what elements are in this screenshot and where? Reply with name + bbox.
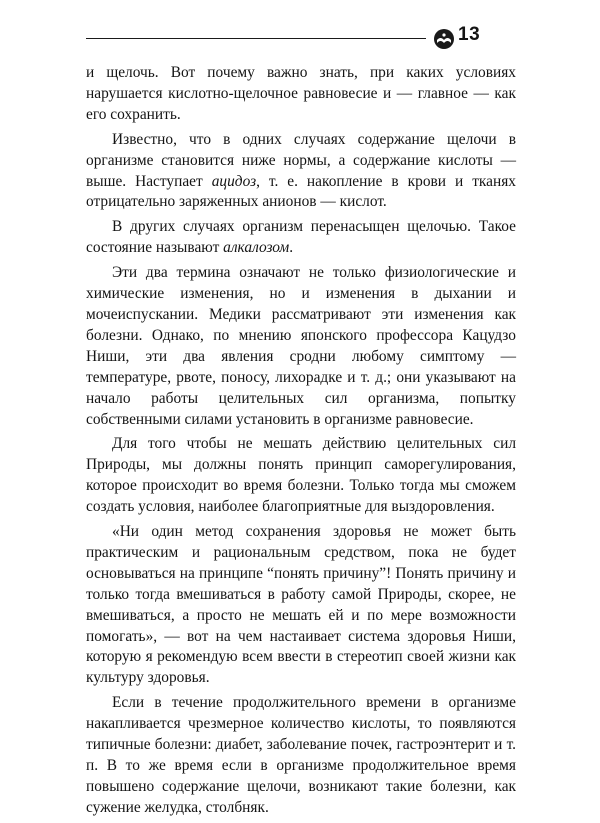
italic-term: алкалозом — [223, 239, 290, 257]
paragraph — [86, 434, 516, 518]
paragraph-text: «Ни один метод сохранения здоровья не может быть практическим и рациональным средством, пока не будет основываться на принципе “понять причину”! Понять причину и только тогда вмешиваться в работу самой Природы, скорее, не вмешиваться, а просто не мешать ей и по мере возможности помогать», — вот на чем настаивает система здоровья Ниши, которую я рекомендую всем ввести в стереотип своей жизни как культуру здоровья. — [86, 523, 516, 687]
paragraph — [86, 693, 516, 818]
italic-term: ацидоз — [211, 172, 257, 190]
paragraph-text: и щелочь. Вот почему важно знать, при каких условиях нарушается кислотно-щелочное равновесие и — главное — как его сохранить. — [86, 64, 516, 123]
paragraph-text: Эти два термина означают не только физиологические и химические изменения, но и изменения в дыхании и мочеиспускании. Медики рассматривают эти изменения как болезни. Однако, по мнению японского профессора Кацудзо Ниши, эти два явления сродни любому симптому — температуре, рвоте, поносу, лихорадке и т. д.; они указывают на начало работы целительных сил организма, попытку собственными силами установить в организме равновесие. — [86, 264, 516, 428]
header-rule — [86, 38, 426, 39]
body-text — [86, 63, 516, 823]
paragraph — [86, 217, 516, 259]
paragraph — [86, 130, 516, 214]
paragraph-text: , т. е. накопление в крови и тканях отрицательно заряженных анионов — кислот. — [86, 172, 517, 211]
page-number: 13 — [458, 24, 481, 45]
paragraph-text: Известно, что в одних случаях содержание щелочи в организме становится ниже нормы, а содержание кислоты — выше. Наступает — [86, 130, 516, 190]
paragraph — [86, 263, 516, 430]
paragraph-text: . — [289, 239, 294, 257]
page-header — [86, 24, 500, 50]
book-emblem-icon — [433, 28, 455, 50]
paragraph — [86, 522, 516, 689]
paragraph-text: В других случаях организм перенасыщен щелочью. Такое состояние называют — [86, 218, 516, 257]
paragraph — [86, 63, 516, 126]
paragraph-text: Если в течение продолжительного времени в организме накапливается чрезмерное количество кислоты, то появляются типичные болезни: диабет, заболевание почек, гастроэнтерит и т. п. В то же время если в организме продолжительное время повышено содержание щелочи, возникают такие болезни, как сужение желудка, столбняк. — [86, 694, 516, 816]
paragraph-text: Для того чтобы не мешать действию целительных сил Природы, мы должны понять принцип саморегулирования, которое происходит во время болезни. Только тогда мы сможем создать условия, наиболее благоприятные для выздоровления. — [86, 435, 516, 516]
